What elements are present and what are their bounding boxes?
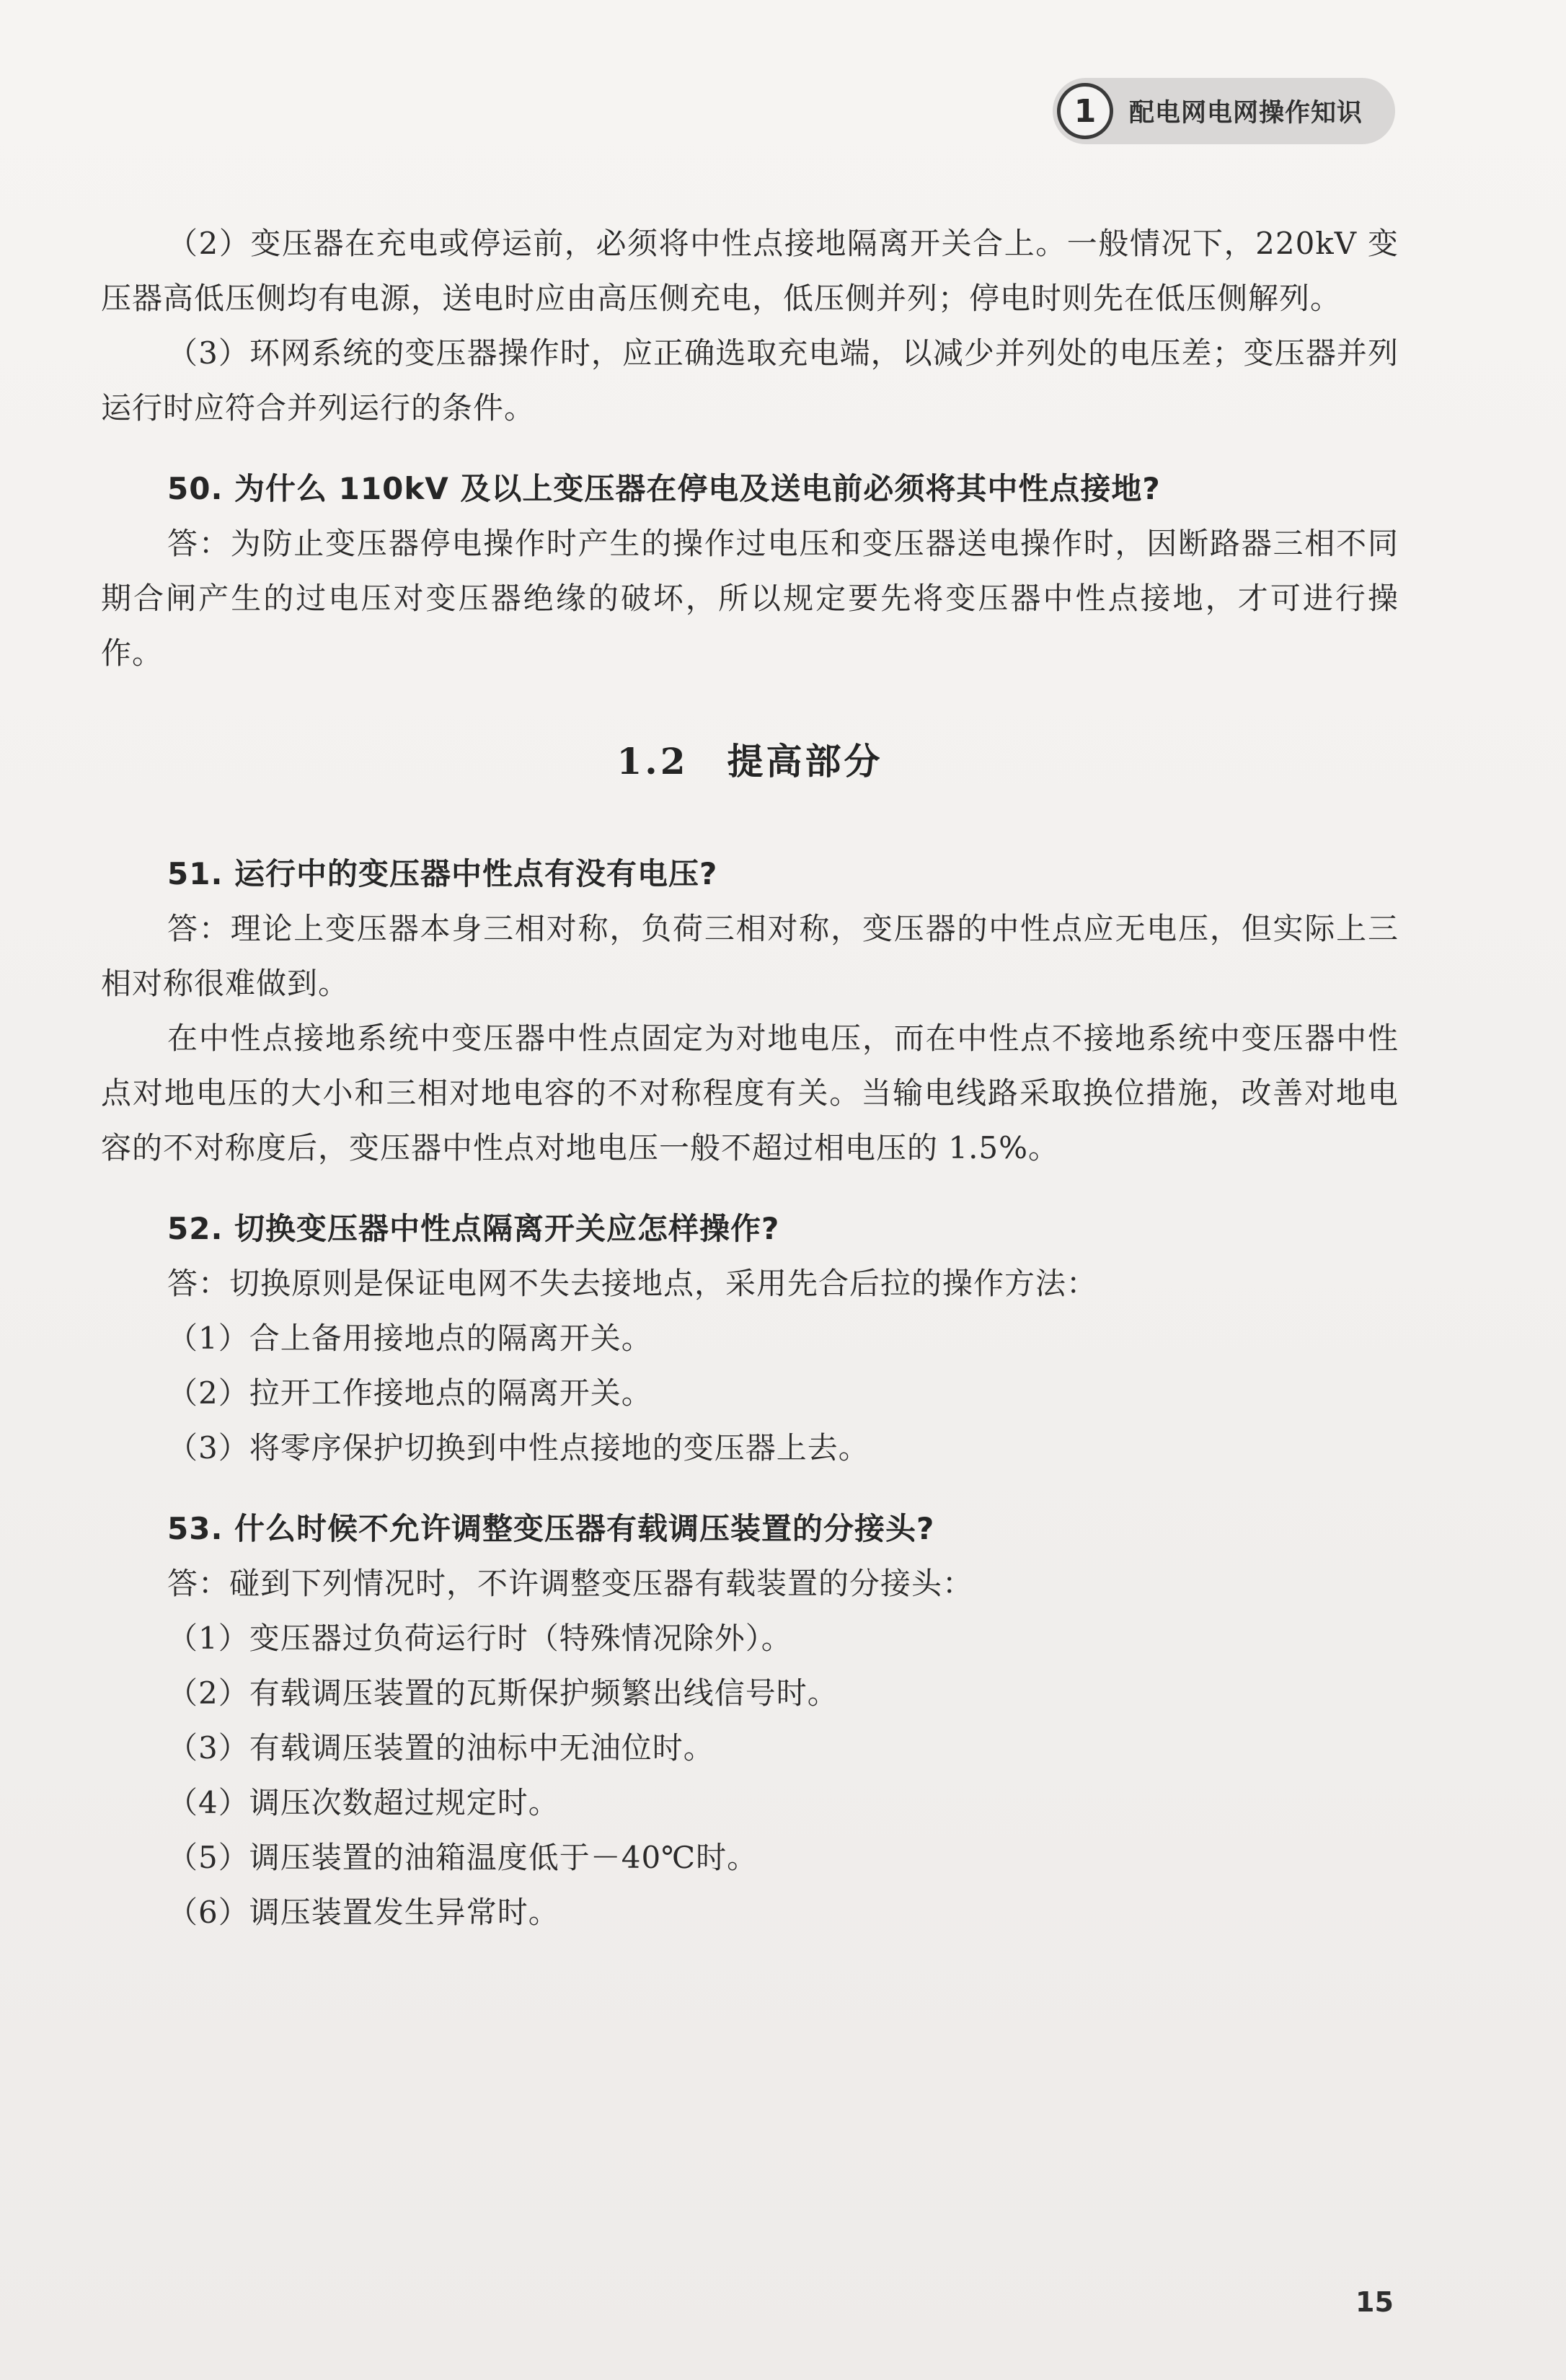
answer-paragraph: 答：理论上变压器本身三相对称，负荷三相对称，变压器的中性点应无电压，但实际上三相对称很难做到。 — [101, 911, 1399, 1001]
question-heading: 51. 运行中的变压器中性点有没有电压? — [167, 856, 718, 891]
list-item: （2）拉开工作接地点的隔离开关。 — [167, 1375, 652, 1411]
page-content — [101, 216, 1399, 1940]
answer-paragraph: 答：切换原则是保证电网不失去接地点，采用先合后拉的操作方法： — [167, 1266, 1098, 1301]
answer-paragraph: 在中性点接地系统中变压器中性点固定为对地电压，而在中性点不接地系统中变压器中性点对地电压的大小和三相对地电容的不对称程度有关。当输电线路采取换位措施，改善对地电容的不对称度后，变压器中性点对地电压一般不超过相电压的 1.5%。 — [101, 1021, 1399, 1165]
chapter-number-icon: 1 — [1057, 83, 1113, 139]
list-item: （5）调压装置的油箱温度低于－40℃时。 — [167, 1840, 758, 1875]
chapter-title: 配电网电网操作知识 — [1129, 99, 1363, 128]
list-item: （3）将零序保护切换到中性点接地的变压器上去。 — [167, 1430, 870, 1466]
list-item: （2）有载调压装置的瓦斯保护频繁出线信号时。 — [167, 1675, 839, 1711]
section-title: 1.2 提高部分 — [616, 740, 883, 783]
answer-paragraph: 答：碰到下列情况时，不许调整变压器有载装置的分接头： — [167, 1566, 974, 1601]
intro-paragraph: （2）变压器在充电或停运前，必须将中性点接地隔离开关合上。一般情况下，220kV 变压器高低压侧均有电源，送电时应由高压侧充电，低压侧并列；停电时则先在低压侧解列。 — [101, 226, 1399, 316]
chapter-badge — [1053, 78, 1395, 144]
list-item: （3）有载调压装置的油标中无油位时。 — [167, 1730, 715, 1766]
question-heading: 50. 为什么 110kV 及以上变压器在停电及送电前必须将其中性点接地? — [167, 471, 1161, 506]
list-item: （4）调压次数超过规定时。 — [167, 1785, 559, 1820]
list-item: （1）合上备用接地点的隔离开关。 — [167, 1321, 652, 1356]
intro-paragraph: （3）环网系统的变压器操作时，应正确选取充电端，以减少并列处的电压差；变压器并列运行时应符合并列运行的条件。 — [101, 335, 1399, 426]
question-heading: 53. 什么时候不允许调整变压器有载调压装置的分接头? — [167, 1511, 935, 1546]
question-heading: 52. 切换变压器中性点隔离开关应怎样操作? — [167, 1211, 780, 1246]
page-number: 15 — [1355, 2286, 1394, 2318]
list-item: （1）变压器过负荷运行时（特殊情况除外）。 — [167, 1621, 792, 1656]
answer-paragraph: 答：为防止变压器停电操作时产生的操作过电压和变压器送电操作时，因断路器三相不同期合闸产生的过电压对变压器绝缘的破坏，所以规定要先将变压器中性点接地，才可进行操作。 — [101, 526, 1399, 671]
list-item: （6）调压装置发生异常时。 — [167, 1895, 559, 1930]
